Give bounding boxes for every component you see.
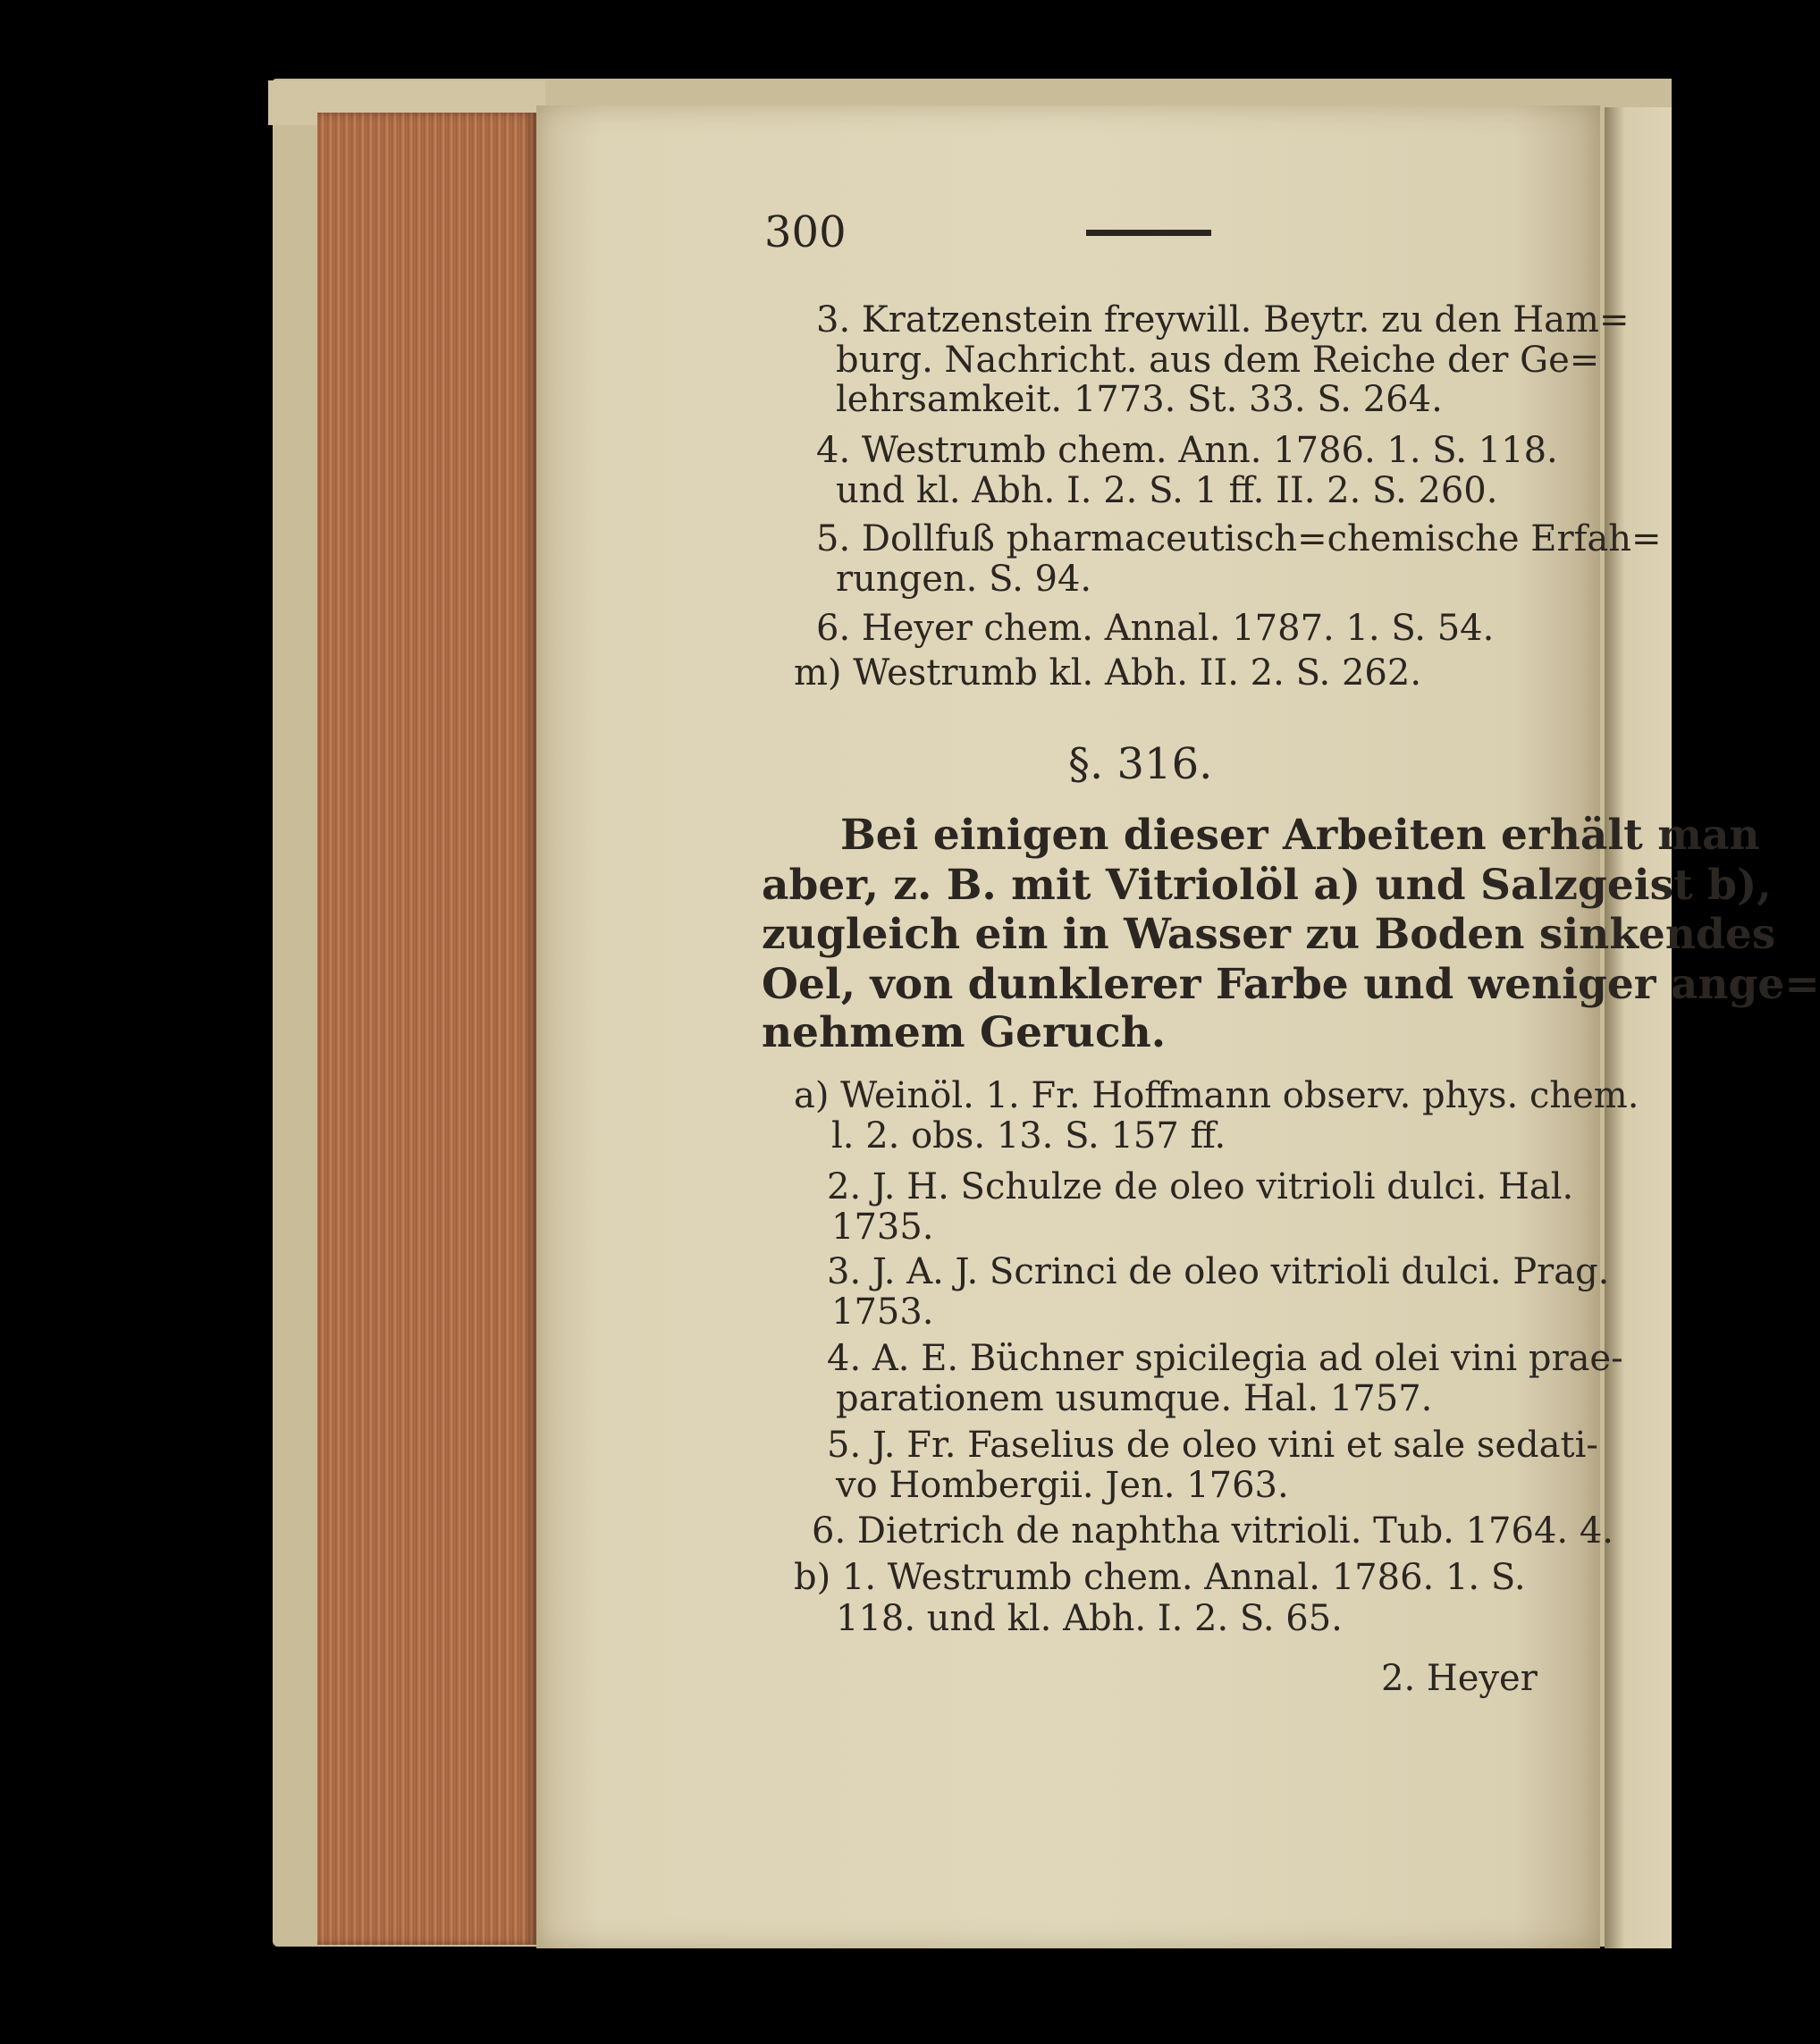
ref-line: 6. Dietrich de naphtha vitrioli. Tub. 1764. 4. xyxy=(812,1510,1614,1552)
header-rule xyxy=(1086,230,1211,236)
page-number: 300 xyxy=(764,207,847,257)
ref-line: 5. J. Fr. Faselius de oleo vini et sale sedati- xyxy=(827,1425,1598,1466)
ref-line: 6. Heyer chem. Annal. 1787. 1. S. 54. xyxy=(816,608,1495,649)
ref-line: und kl. Abh. I. 2. S. 1 ff. II. 2. S. 260. xyxy=(836,470,1498,511)
page-edges xyxy=(317,113,536,1945)
ref-line: l. 2. obs. 13. S. 157 ff. xyxy=(831,1115,1226,1157)
ref-line: 1753. xyxy=(831,1291,934,1333)
ref-line: vo Hombergii. Jen. 1763. xyxy=(836,1465,1289,1506)
ref-line: burg. Nachricht. aus dem Reiche der Ge= xyxy=(836,340,1600,381)
ref-line: rungen. S. 94. xyxy=(836,559,1092,600)
ref-line: 1735. xyxy=(831,1207,934,1248)
ref-line: lehrsamkeit. 1773. St. 33. S. 264. xyxy=(836,379,1443,420)
facing-page-edge xyxy=(1605,107,1672,1948)
ref-line: m) Westrumb kl. Abh. II. 2. S. 262. xyxy=(794,652,1422,694)
body-line: aber, z. B. mit Vitriolöl a) und Salzgeist b), xyxy=(762,861,1772,910)
catchword: 2. Heyer xyxy=(1381,1658,1538,1699)
ref-line: 4. Westrumb chem. Ann. 1786. 1. S. 118. xyxy=(816,430,1558,471)
ref-line: a) Weinöl. 1. Fr. Hoffmann observ. phys. chem. xyxy=(794,1075,1639,1116)
ref-line: 3. J. A. J. Scrinci de oleo vitrioli dulci. Prag. xyxy=(827,1251,1610,1292)
ref-line: 3. Kratzenstein freywill. Beytr. zu den Ham= xyxy=(816,299,1630,341)
ref-line: parationem usumque. Hal. 1757. xyxy=(836,1378,1433,1419)
ref-line: 2. J. H. Schulze de oleo vitrioli dulci. Hal. xyxy=(827,1166,1574,1207)
ref-line: b) 1. Westrumb chem. Annal. 1786. 1. S. xyxy=(794,1557,1526,1598)
ref-line: 4. A. E. Büchner spicilegia ad olei vini prae- xyxy=(827,1338,1623,1379)
ref-line: 5. Dollfuß pharmaceutisch=chemische Erfah= xyxy=(816,518,1662,559)
section-heading: §. 316. xyxy=(1068,739,1213,789)
body-line: Bei einigen dieser Arbeiten erhält man xyxy=(840,811,1760,860)
body-line: Oel, von dunklerer Farbe und weniger ange= xyxy=(762,960,1820,1009)
body-line: nehmem Geruch. xyxy=(762,1008,1167,1057)
ref-line: 118. und kl. Abh. I. 2. S. 65. xyxy=(836,1598,1343,1639)
body-line: zugleich ein in Wasser zu Boden sinkendes xyxy=(762,910,1776,959)
